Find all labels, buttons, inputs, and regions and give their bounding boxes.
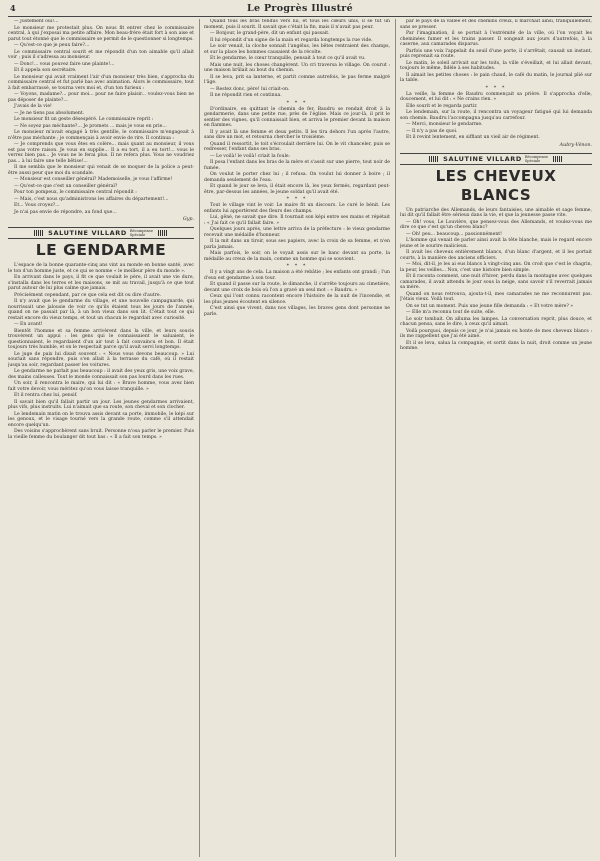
paragraph: Il savait bien qu'il fallait partir un jour. Les jeunes gendarmes arrivaient, plus vifs, plus instruits. Lui n'aimait que sa route, son cheval et son clocher. xyxy=(8,399,194,410)
paragraph: Et quand le jour se leva, il était encore là, les yeux fermés, regardant peut-être, par-dessus les années, le jeune soldat qu'il avait été. xyxy=(204,184,390,195)
paragraph: Je n'ai pas envie de répondre, au fond que... xyxy=(14,209,117,215)
paragraph: On voulut le porter chez lui ; il refusa. On voulut lui donner à boire ; il demanda seulement de l'eau. xyxy=(204,172,390,183)
paragraph: La veille, la femme de Baudru commençait sa prière. Il s'approcha d'elle, doucement, et lui dit : « Ne crains rien. » xyxy=(400,91,592,102)
paragraph: Et il appela son secrétaire. xyxy=(14,68,77,73)
banner-ornament xyxy=(34,230,44,236)
paragraph: Un soir, il rencontra le maire, qui lui dit : « Brave homme, vous avez bien fait votre devoir, vous méritez qu'on vous laisse tranquille. » xyxy=(8,381,194,392)
paragraph: Elle sourit et le regarda partir. xyxy=(406,103,478,109)
journal-title: Le Progrès Illustré xyxy=(247,3,353,14)
banner-series-name: SALUTINE VILLARD xyxy=(443,154,522,163)
paragraph: Le matin, le soleil arrivait sur les toits, la ville s'éveillait, et lui allait devant, toujours le même, fidèle à ses habitudes. xyxy=(400,60,592,71)
paragraph: Le monsieur m'avait engagé à très gentille, le commissaire m'engageait à n'être pas méchante ; je commençais à avoir envie de rire. Il continua : xyxy=(8,130,194,141)
paragraph: Mais parfois, le soir, on le voyait assis sur le banc devant sa porte, la médaille au creux de la main, comme un homme qui se souvient. xyxy=(204,251,390,262)
paragraph: Mais une nuit, les choses changèrent. Un cri traversa le village. On courut : une maison brûlait au bout du chemin. xyxy=(204,62,390,73)
paragraph: Il posa l'enfant dans les bras de la mère et s'assit sur une pierre, tout noir de fumée. xyxy=(204,160,390,171)
paragraph: C'est ainsi que vivent, dans nos villages, les braves gens dont personne ne parle. xyxy=(204,306,390,317)
story-title: LES CHEVEUX BLANCS xyxy=(435,166,557,204)
paragraph: — Qu'est-ce que c'est un conseiller général? xyxy=(14,183,118,189)
paragraph: Bientôt l'homme et sa femme arrivèrent dans la ville, et leurs soucis trouvèrent un appui : les gens qui le connaissaient le saluaient, le questionnaient, le regardaient d'un air tout à fait convaincu et bon. Il était toujours très humble, et on le respectait parce qu'il avait servi longtemps. xyxy=(8,328,194,350)
paragraph: Et le gendarme, le cœur tranquille, pensait à tout ce qu'il avait vu. xyxy=(210,56,366,61)
paragraph: Précisément cependant, par ce que cela est dit ou dire d'autre. xyxy=(14,292,162,298)
story-title: LE GENDARME xyxy=(35,241,167,259)
column-separator xyxy=(395,19,396,857)
paragraph: Quelques jours après, une lettre arriva de la préfecture : le vieux gendarme recevait une médaille d'honneur. xyxy=(204,227,390,238)
paragraph: — En avant! xyxy=(14,322,43,327)
paragraph: Un patriarche des Allemands, de leurs fantaisies, une aimable et sage femme, lui dit qu'il fallait être sérieux dans la vie, et que la jeunesse passe vite. xyxy=(400,207,592,218)
paragraph: — Justement oui!... xyxy=(14,19,59,24)
paragraph: L'espace de la bonne quarante-cinq ans vint au monde en bonne santé, avec le ton d'un homme juste, et ce qui se nomme « le meilleur père du monde ». xyxy=(8,263,194,274)
column-2 xyxy=(204,19,390,857)
series-banner xyxy=(400,153,592,165)
paragraph: Lui, gêné, ne savait que dire. Il tournait son képi entre ses mains et répétait : « J'ai fait ce qu'il fallait faire. » xyxy=(204,215,390,226)
column-separator xyxy=(199,19,200,857)
paragraph: — Oh! peu... beaucoup... passionnément! xyxy=(406,231,502,237)
intro-text xyxy=(8,19,194,215)
column-3 xyxy=(400,19,592,857)
paragraph: — Moi, dit-il, je les ai eus blancs à vingt-cinq ans. On croit que c'est le chagrin, la peur, les veilles... Non, c'est une histoire bien simple. xyxy=(400,262,592,273)
paragraph: — Le voilà! le voilà! criait la foule. xyxy=(210,153,291,159)
banner-ornament xyxy=(429,156,439,162)
paragraph: — Restez donc, père! lui criait-on. xyxy=(210,86,290,92)
paragraph: Et... Vous croyez?... xyxy=(14,203,60,208)
section-separator: * * * xyxy=(286,99,308,106)
banner-note: Récompense Spéciale xyxy=(524,154,548,163)
paragraph: En arrivant dans le pays, il fit ce que voulait le père, il avait une vie dure, s'installa dans les terres et les maisons, se mit au travail, jusqu'à ce que tout parut autour de lui plus calme que jamais. xyxy=(8,275,194,291)
paragraph: Il la mit dans un tiroir, sous ses papiers, avec la croix de sa femme, et n'en parla jamais. xyxy=(204,239,390,250)
paragraph: — Je comprends que vous êtes en colère... mais quant au monsieur, il vous est pas votre raison. Je vous en supplie... Il a eu tort, il a eu tort!... vous le verrez bien pas... Je vous ne le ferai plus. Il ne refera plus. Vous ne voudriez pas... à lui faire une telle bêtise!... xyxy=(8,142,194,164)
paragraph: Il n'y avait que le gendarme du village, et une nouvelle campagnarde, qui nourrissait une jalousie de voir ce qu'ils étaient tous les jours de l'année, quand on ne passait par là, à un bon vieux dans son lit. C'était tout ce qui restait encore du vieux temps, et tout un chacun le regardait avec curiosité. xyxy=(8,299,194,321)
paragraph: Et il revint lentement, en sifflant un vieil air de régiment. xyxy=(406,135,540,140)
paragraph: Et quand il passe sur la route, le dimanche, il s'arrête toujours au cimetière, devant une croix de bois où l'on a gravé un seul mot : « Baudru. » xyxy=(204,282,390,293)
paragraph: Tout le village vint le voir. Le maire fit un discours. Le curé le bénit. Les enfants lui apportèrent des fleurs des champs. xyxy=(204,203,390,214)
paragraph: Le gendarme ne parlait pas beaucoup : il avait des yeux gris, une voix grave, des mains calleuses. Tout le monde connaissait son pas lourd dans les rues. xyxy=(8,369,194,380)
paragraph: Pour ton pompeux, le commissaire central répondit : xyxy=(14,190,137,195)
section-separator: * * * xyxy=(485,84,507,91)
paragraph: Et il raconta comment, une nuit d'hiver, perdu dans la montagne avec quelques camarades, il avait attendu le jour sous la neige, sans savoir s'il reverrait jamais sa mère. xyxy=(400,274,592,290)
column-1 xyxy=(8,19,194,857)
paragraph: J'avais de la vie! xyxy=(14,104,52,109)
paragraph: — Ne soyez pas méchante?... Je promets ... mais je vous en prie... xyxy=(14,123,167,129)
banner-note: Récompense Spéciale xyxy=(129,229,153,237)
header-rule xyxy=(8,16,592,17)
paragraph: Il aimait les petites choses : le pain chaud, le café du matin, le journal plié sur la table. xyxy=(400,72,592,83)
paragraph: — Merci, monsieur le gendarme. xyxy=(406,122,483,127)
author-signature: Aubry-Vénon. xyxy=(559,142,592,148)
paragraph: — Qu'est-ce que je peux faire?... xyxy=(14,43,90,48)
paragraph: D'ordinaire, en quittant le chemin de fer, Baudru se rendait droit à la gendarmerie, dans une petite rue, près de l'église. Mais ce jour-là, il prit le sentier des vignes, qu'il connaissait bien, et arriva le premier devant la maison en flammes. xyxy=(204,106,390,128)
paragraph: Ceux qui l'ont connu racontent encore l'histoire de la nuit de l'incendie, et les plus jeunes écoutent en silence. xyxy=(204,294,390,305)
paragraph: Le soir tombait. On alluma les lampes. La conversation reprit, plus douce, et chacun pensa, sans le dire, à ceux qu'il aimait. xyxy=(400,316,592,327)
paragraph: Le juge de paix lui disait souvent : « Nous vous devons beaucoup. » Lui souriait sans répondre, puis s'en allait à la terrasse du café, où il restait jusqu'au soir, regardant passer les voitures. xyxy=(8,351,194,368)
paragraph: — Oh! vous, Le Louvière, que pensez-vous des Allemands, et voulez-vous me dire ce que c'est qu'un cheveu blanc? xyxy=(400,219,592,230)
paragraph: — Voyons, madame?... pour moi... pour ne faire plaisir... voulez-vous bien ne pas déposer de plainte?... xyxy=(8,92,194,103)
paragraph: Et il rentra chez lui, pensif. xyxy=(14,393,78,398)
paragraph: Le lendemain, sur la route, il rencontra un voyageur fatigué qui lui demanda son chemin. Baudru l'accompagna jusqu'au carrefour. xyxy=(400,110,592,121)
series-banner xyxy=(8,227,194,239)
paragraph: — Monsieur est conseiller général? Mademoiselle, je vous l'affirme! xyxy=(14,177,173,182)
banner-series-name: SALUTINE VILLARD xyxy=(48,229,127,237)
paragraph: L'homme qui venait de parler ainsi avait la tête blanche, mais le regard encore jeune et le sourire malicieux. xyxy=(400,238,592,249)
section-separator: * * * xyxy=(286,263,308,269)
paragraph: Il y a vingt ans de cela. La maison a été rebâtie ; les enfants ont grandi ; l'un d'eux est gendarme à son tour. xyxy=(204,270,390,281)
paragraph: Quand il ressortit, le toit s'écroulait derrière lui. On le vit chanceler, puis se redresser, l'enfant dans ses bras. xyxy=(204,141,390,152)
paragraph: Il me sembla que le monsieur qui venait de se moquer de la police a peut-être aussi peur que moi du scandale. xyxy=(8,165,194,176)
paragraph: Il se leva, prit sa lanterne, et partit comme autrefois, le pas ferme malgré l'âge. xyxy=(204,74,390,85)
paragraph: Le commissaire central sourit et me répondit d'un ton aimable qu'il allait voir ; puis il s'adressa au monsieur. xyxy=(8,49,194,60)
paragraph: Voilà pourquoi, depuis ce jour, je n'ai jamais eu honte de mes cheveux blancs : ils me rappellent que j'ai été aimé. xyxy=(400,328,592,339)
paragraph: par le pays de la vallée et des chemins creux, il marchait ainsi, tranquillement, sans se presser. xyxy=(400,19,592,30)
section-separator: * * * xyxy=(286,196,308,202)
paragraph: Par l'imagination, il se portait à l'extrémité de la ville, où l'on voyait les cheminées fumer et les trains passer. Il songeait aux jours d'autrefois, à la caserne, aux camarades disparus. xyxy=(400,31,592,47)
paragraph: Quand tous les bras tendus vers lui, et tous les cœurs unis, il se tut un moment, puis il sourit. Il savait que c'était la fin, mais il n'avait pas peur. xyxy=(204,19,390,30)
paragraph: Des voisins s'approchèrent sans bruit. Personne n'osa parler le premier. Puis la vieille femme du boulanger dit tout bas : « Il a fait son temps. » xyxy=(8,429,194,440)
paragraph: Le soir venait, la cloche sonnait l'angélus, les bêtes rentraient des champs, et sur la place les hommes causaient de la récolte. xyxy=(204,44,390,55)
paragraph: Parfois une voix l'appelait du seuil d'une porte, il s'arrêtait, causait un instant, puis reprenait sa route. xyxy=(400,48,592,59)
story-text xyxy=(8,263,194,440)
paragraph: On se tut un moment. Puis une jeune fille demanda : « Et votre mère? » xyxy=(406,303,574,309)
banner-ornament xyxy=(553,156,563,162)
paragraph: Le monsieur qui avait vraiment l'air d'un monsieur très bien, s'approcha du commissaire central et fut parlé bas avec animation. Alors le commissaire, tout à fait embarrassé, se tourna vers moi et, d'un ton furieux : xyxy=(8,74,194,91)
paragraph: — Elle m'a reconnu tout de suite, elle. xyxy=(406,310,496,315)
paragraph: — Je ne tiens pas absolument. xyxy=(14,110,85,116)
page-header xyxy=(8,3,592,17)
page-number: 4 xyxy=(10,3,16,13)
paragraph: Il ne répondit rien et continua. xyxy=(210,93,282,98)
paragraph: — Bonjour, le grand-père, dit un enfant qui passait. xyxy=(210,31,330,36)
paragraph: — Mais, c'est nous qu'administrons les affaires du département!... xyxy=(14,196,169,202)
paragraph: — Donc!... vous pouvez faire une plainte!... xyxy=(14,61,115,67)
paragraph: Le lendemain matin on le trouva assis devant sa porte, immobile, le képi sur les genoux, et le visage tourné vers la grande route, comme s'il attendait encore quelqu'un. xyxy=(8,411,194,428)
paragraph: Quand on nous retrouva, ajouta-t-il, mes camarades ne me reconnurent pas. J'étais vieux. Voilà tout. xyxy=(400,291,592,302)
paragraph: Le monsieur fit un geste désespéré. Le commissaire reprit : xyxy=(14,117,154,122)
paragraph: Il y avait là une femme et deux petits. Il les tira dehors l'un après l'autre, sans dire un mot, et retourna chercher le troisième. xyxy=(204,129,390,140)
paragraph: Et il se leva, salua la compagnie, et sortit dans la nuit, droit comme un jeune homme. xyxy=(400,340,592,351)
paragraph: — Il n'y a pas de quoi. xyxy=(406,128,458,134)
paragraph: Il lui répondit d'un signe de la main et regarda longtemps la rue vide. xyxy=(210,37,373,43)
banner-ornament xyxy=(158,230,168,236)
paragraph: Il avait les cheveux entièrement blancs, d'un blanc d'argent, et il les portait courts, à la manière des anciens officiers. xyxy=(400,250,592,261)
paragraph: Le monsieur me protestait plus. On nous fit entrer chez le commissaire central, à qui j'exposai ma petite affaire. Mon beau-frère était fort à son aise et parut tout étonné que le commissaire se permit de le questionner si longtemps. xyxy=(8,25,194,42)
author-signature: Gyp. xyxy=(182,217,194,222)
